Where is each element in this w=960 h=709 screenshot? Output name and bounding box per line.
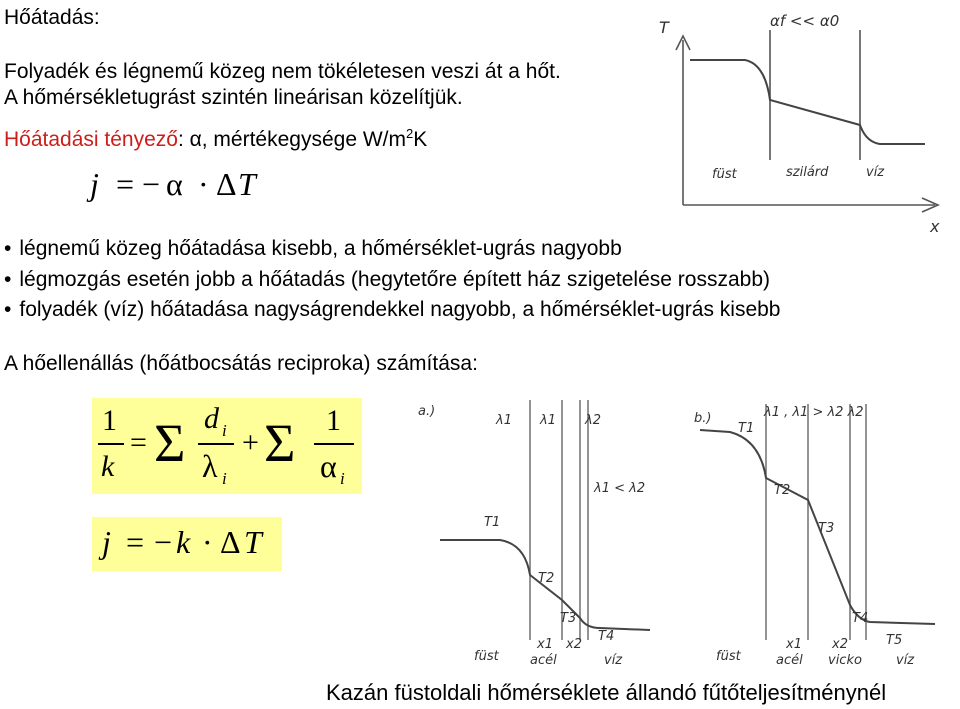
zone-label-smoke: füst — [712, 167, 737, 182]
alpha-relation: αf << α0 — [770, 12, 840, 30]
formula2-one: 1 — [102, 404, 117, 437]
sketch-caption: Kazán füstoldali hőmérséklete állandó fűtőteljesítménynél — [326, 680, 887, 705]
formula2-k: k — [101, 450, 115, 483]
formula2-lambda: λ — [202, 448, 218, 484]
t-label: T1 — [738, 421, 755, 436]
formula1-equals: = — [116, 166, 135, 202]
formula3-delta: Δ — [220, 524, 241, 560]
x-axis-label: x — [930, 217, 940, 236]
coefficient-term: Hőátadási tényező — [4, 128, 178, 151]
lambda-label: λ2 — [585, 413, 601, 428]
t-axis-label: T — [659, 18, 669, 37]
bottom-label: x1 — [537, 637, 553, 652]
lambda-label: λ1 — [496, 413, 512, 428]
formula2-lambda-subscript: i — [222, 469, 227, 488]
formula3-equals: = — [126, 524, 145, 560]
unit-kelvin: K — [413, 128, 428, 151]
bullet-item: • folyadék (víz) hőátadása nagyságrendekkel nagyobb, a hőmérséklet-ugrás kisebb — [4, 298, 780, 322]
formula2-equals: = — [130, 426, 147, 459]
t-label: T3 — [560, 611, 577, 626]
zone-label-water: víz — [866, 165, 885, 180]
bullet-item: • légnemű közeg hőátadása kisebb, a hőmérséklet-ugrás nagyobb — [4, 237, 622, 261]
bottom-label: acél — [530, 653, 557, 668]
formula2-alpha-subscript: i — [340, 469, 345, 488]
bottom-label: x2 — [566, 637, 582, 652]
bullet-item: • légmozgás esetén jobb a hőátadás (hegytetőre épített ház szigetelése rosszabb) — [4, 268, 770, 292]
formula1-dot: · — [198, 166, 209, 202]
formula2-d: d — [204, 402, 219, 435]
formula2-plus: + — [242, 426, 259, 459]
bottom-label: x1 — [786, 637, 802, 652]
heat-resistance-heading: A hőellenállás (hőátbocsátás reciproka) számítása: — [4, 352, 478, 375]
t-label: T5 — [886, 633, 903, 648]
intro-line-2: A hőmérsékletugrást szintén lineárisan közelítjük. — [4, 86, 463, 109]
formula3-dot: · — [202, 524, 213, 560]
formula1-t: T — [238, 166, 256, 202]
formula2-alpha: α — [320, 448, 337, 484]
t-label: T4 — [852, 611, 869, 626]
formula2-sum-1: Σ — [154, 413, 186, 473]
sketch-a-tag: a.) — [418, 404, 436, 419]
bottom-label: víz — [604, 653, 623, 668]
bottom-label: acél — [776, 653, 803, 668]
unit-exponent: 2 — [406, 126, 414, 141]
sketch-b-tag: b.) — [694, 411, 712, 426]
formula3-t: T — [244, 524, 262, 560]
formula1-alpha: α — [166, 166, 183, 202]
formula2-sum-2: Σ — [264, 413, 296, 473]
formula2-one-alpha: 1 — [326, 404, 341, 437]
lambda-label: λ1 — [540, 413, 556, 428]
lambda-relation: λ1 < λ2 — [594, 481, 646, 496]
formula2-d-subscript: i — [222, 421, 227, 440]
bottom-label: x2 — [832, 637, 848, 652]
t-label: T1 — [484, 515, 501, 530]
t-label: T4 — [598, 629, 615, 644]
formula1-delta: Δ — [216, 166, 237, 202]
lambda-relation: λ1 , λ1 > λ2 λ2 — [764, 405, 864, 420]
bottom-label: füst — [716, 649, 741, 664]
formula3-k: k — [176, 524, 191, 560]
formula1-j: j — [90, 166, 99, 202]
bottom-label: víz — [896, 653, 915, 668]
coefficient-description: : α, mértékegysége W/m — [177, 128, 406, 151]
intro-line-1: Folyadék és légnemű közeg nem tökéletesen veszi át a hőt. — [4, 60, 561, 83]
formula3-j: j — [102, 524, 111, 560]
t-label: T2 — [774, 483, 791, 498]
page-title: Hőátadás: — [4, 6, 100, 29]
formula3-minus: − — [154, 524, 173, 560]
t-label: T2 — [538, 571, 555, 586]
bottom-label: vicko — [828, 653, 862, 668]
zone-label-solid: szilárd — [786, 165, 829, 180]
t-label: T3 — [818, 521, 835, 536]
bottom-label: füst — [474, 649, 499, 664]
formula1-minus: − — [142, 166, 161, 202]
